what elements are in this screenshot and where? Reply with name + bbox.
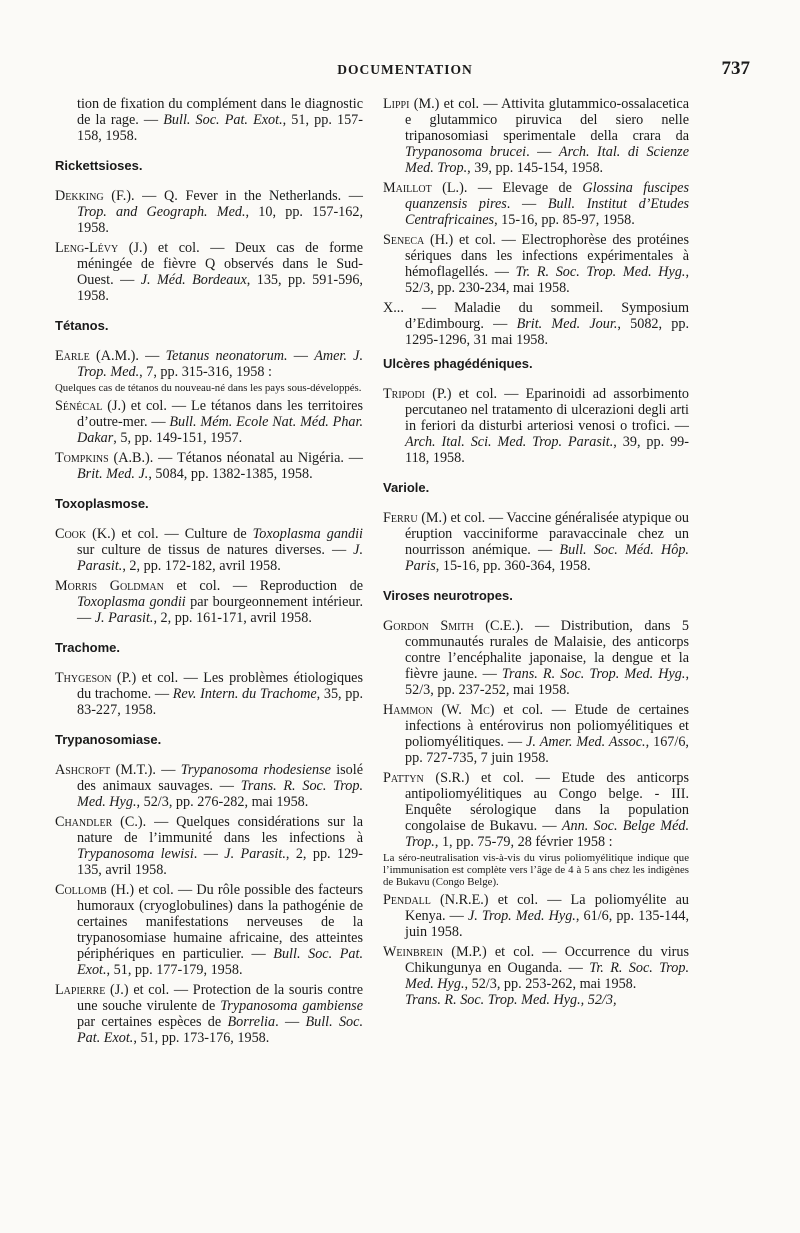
section-heading-trachome: Trachome. [55,640,121,655]
reference-entry: Chandler (C.). — Quelques considérations sur la nature de l’immunité dans les infections à Trypanosoma lewisi. — J. Parasit., 2, pp. 129-135, avril 1958. [55,814,363,878]
reference-entry: Dekking (F.). — Q. Fever in the Netherlands. — Trop. and Geograph. Med., 10, pp. 157-162, 1958. [55,188,363,236]
section-heading-tetanos: Tétanos. [55,318,109,333]
reference-entry: X... — Maladie du sommeil. Symposium d’Edimbourg. — Brit. Med. Jour., 5082, pp. 1295-1296, 31 mai 1958. [383,300,690,348]
section-heading-rickettsioses: Rickettsioses. [55,158,143,173]
continued-line: Trans. R. Soc. Trop. Med. Hyg., 52/3, [405,992,617,1008]
abstract-note: Quelques cas de tétanos du nouveau-né dans les pays sous-développés. [55,382,362,394]
reference-entry: Tompkins (A.B.). — Tétanos néonatal au Nigéria. — Brit. Med. J., 5084, pp. 1382-1385, 1958. [55,450,363,482]
left-column [55,96,363,1050]
reference-entry: Weinbrein (M.P.) et col. — Occurrence du virus Chikungunya en Ouganda. — Tr. R. Soc. Trop. Med. Hyg., 52/3, pp. 253-262, mai 1958. [383,944,689,992]
section-heading-toxoplasmose: Toxoplasmose. [55,496,149,511]
section-heading-trypanosomiase: Trypanosomiase. [55,732,162,747]
reference-entry: Ashcroft (M.T.). — Trypanosoma rhodesiense isolé des animaux sauvages. — Trans. R. Soc. Trop. Med. Hyg., 52/3, pp. 276-282, mai 1958. [55,762,364,810]
abstract-note: La séro-neutralisation vis-à-vis du virus poliomyélitique indique que l’immunisation est complète vers l’âge de 4 à 5 ans chez les indigènes de Bukavu (Congo Belge). [383,852,689,888]
page-header [60,58,750,88]
reference-entry: Lippi (M.) et col. — Attivita glutammico-ossalacetica e glutammico piruvica del siero nelle tripanosomiasi sperimentale della crara da Trypanosoma brucei. — Arch. Ital. di Scienze Med. Trop., 39, pp. 145-154, 1958. [383,96,690,176]
section-heading-viroses: Viroses neurotropes. [383,588,513,603]
reference-entry: Ferru (M.) et col. — Vaccine généralisée atypique ou éruption vacciniforme paravaccinale chez un nourrisson anémique. — Bull. Soc. Méd. Hôp. Paris, 15-16, pp. 360-364, 1958. [383,510,690,574]
reference-entry: Leng-Lévy (J.) et col. — Deux cas de forme méningée de fièvre Q observés dans le Sud-Ouest. — J. Méd. Bordeaux, 135, pp. 591-596, 1958. [55,240,363,304]
reference-entry: Morris Goldman et col. — Reproduction de Toxoplasma gondii par bourgeonnement intérieur. — J. Parasit., 2, pp. 161-171, avril 1958. [55,578,363,626]
reference-entry: Gordon Smith (C.E.). — Distribution, dans 5 communautés rurales de Malaisie, des anticorps contre l’encéphalite japonaise, la dengue et la fièvre jaune. — Trans. R. Soc. Trop. Med. Hyg., 52/3, pp. 237-252, mai 1958. [383,618,689,698]
right-column [383,96,689,1008]
reference-entry: Cook (K.) et col. — Culture de Toxoplasma gandii sur culture de tissus de natures diverses. — J. Parasit., 2, pp. 172-182, avril 1958. [55,526,363,574]
section-heading-variole: Variole. [383,480,430,495]
reference-entry: Earle (A.M.). — Tetanus neonatorum. — Amer. J. Trop. Med., 7, pp. 315-316, 1958 : [55,348,363,380]
reference-entry: Hammon (W. Mc) et col. — Etude de certaines infections à entérovirus non poliomyélitiques et poliomyélitiques. — J. Amer. Med. Assoc., 167/6, pp. 727-735, 7 juin 1958. [383,702,690,766]
reference-entry: Seneca (H.) et col. — Electrophorèse des protéines sériques dans les infections expérimentales à hémoflagellés. — Tr. R. Soc. Trop. Med. Hyg., 52/3, pp. 230-234, mai 1958. [383,232,690,296]
running-title: DOCUMENTATION [337,62,473,77]
reference-entry: Sénécal (J.) et col. — Le tétanos dans les territoires d’outre-mer. — Bull. Mém. Ecole Nat. Méd. Phar. Dakar, 5, pp. 149-151, 1957. [55,398,364,446]
reference-entry: Pendall (N.R.E.) et col. — La poliomyélite au Kenya. — J. Trop. Med. Hyg., 61/6, pp. 135-144, juin 1958. [383,892,689,940]
continued-entry: tion de fixation du complément dans le diagnostic de la rage. — Bull. Soc. Pat. Exot., 51, pp. 157-158, 1958. [77,96,363,144]
page-number: 737 [721,58,750,79]
reference-entry: Lapierre (J.) et col. — Protection de la souris contre une souche virulente de Trypanosoma gambiense par certaines espèces de Borrelia. — Bull. Soc. Pat. Exot., 51, pp. 173-176, 1958. [55,982,363,1046]
reference-entry: Pattyn (S.R.) et col. — Etude des anticorps antipoliomyélitiques au Congo belge. - III. Enquête sérologique dans la population congolaise de Bukavu. — Ann. Soc. Belge Méd. Trop., 1, pp. 75-79, 28 février 1958 : [383,770,690,850]
reference-entry: Maillot (L.). — Elevage de Glossina fuscipes quanzensis pires. — Bull. Institut d’Etudes Centrafricaines, 15-16, pp. 85-97, 1958. [383,180,690,228]
reference-entry: Collomb (H.) et col. — Du rôle possible des facteurs humoraux (cryoglobulines) dans la pathogénie de certaines manifestations nerveuses de la trypanosomiase humaine africaine, des atteintes périphériques en particulier. — Bull. Soc. Pat. Exot., 51, pp. 177-179, 1958. [55,882,363,978]
reference-entry: Thygeson (P.) et col. — Les problèmes étiologiques du trachome. — Rev. Intern. du Trachome, 35, pp. 83-227, 1958. [55,670,363,718]
section-heading-ulceres: Ulcères phagédéniques. [383,356,533,371]
reference-entry: Tripodi (P.) et col. — Eparinoidi ad assorbimento percutaneo nel tratamento di ulcerazioni degli arti in feriori da disturbi arteriosi venosi o trofici. — Arch. Ital. Sci. Med. Trop. Parasit., 39, pp. 99-118, 1958. [383,386,689,466]
